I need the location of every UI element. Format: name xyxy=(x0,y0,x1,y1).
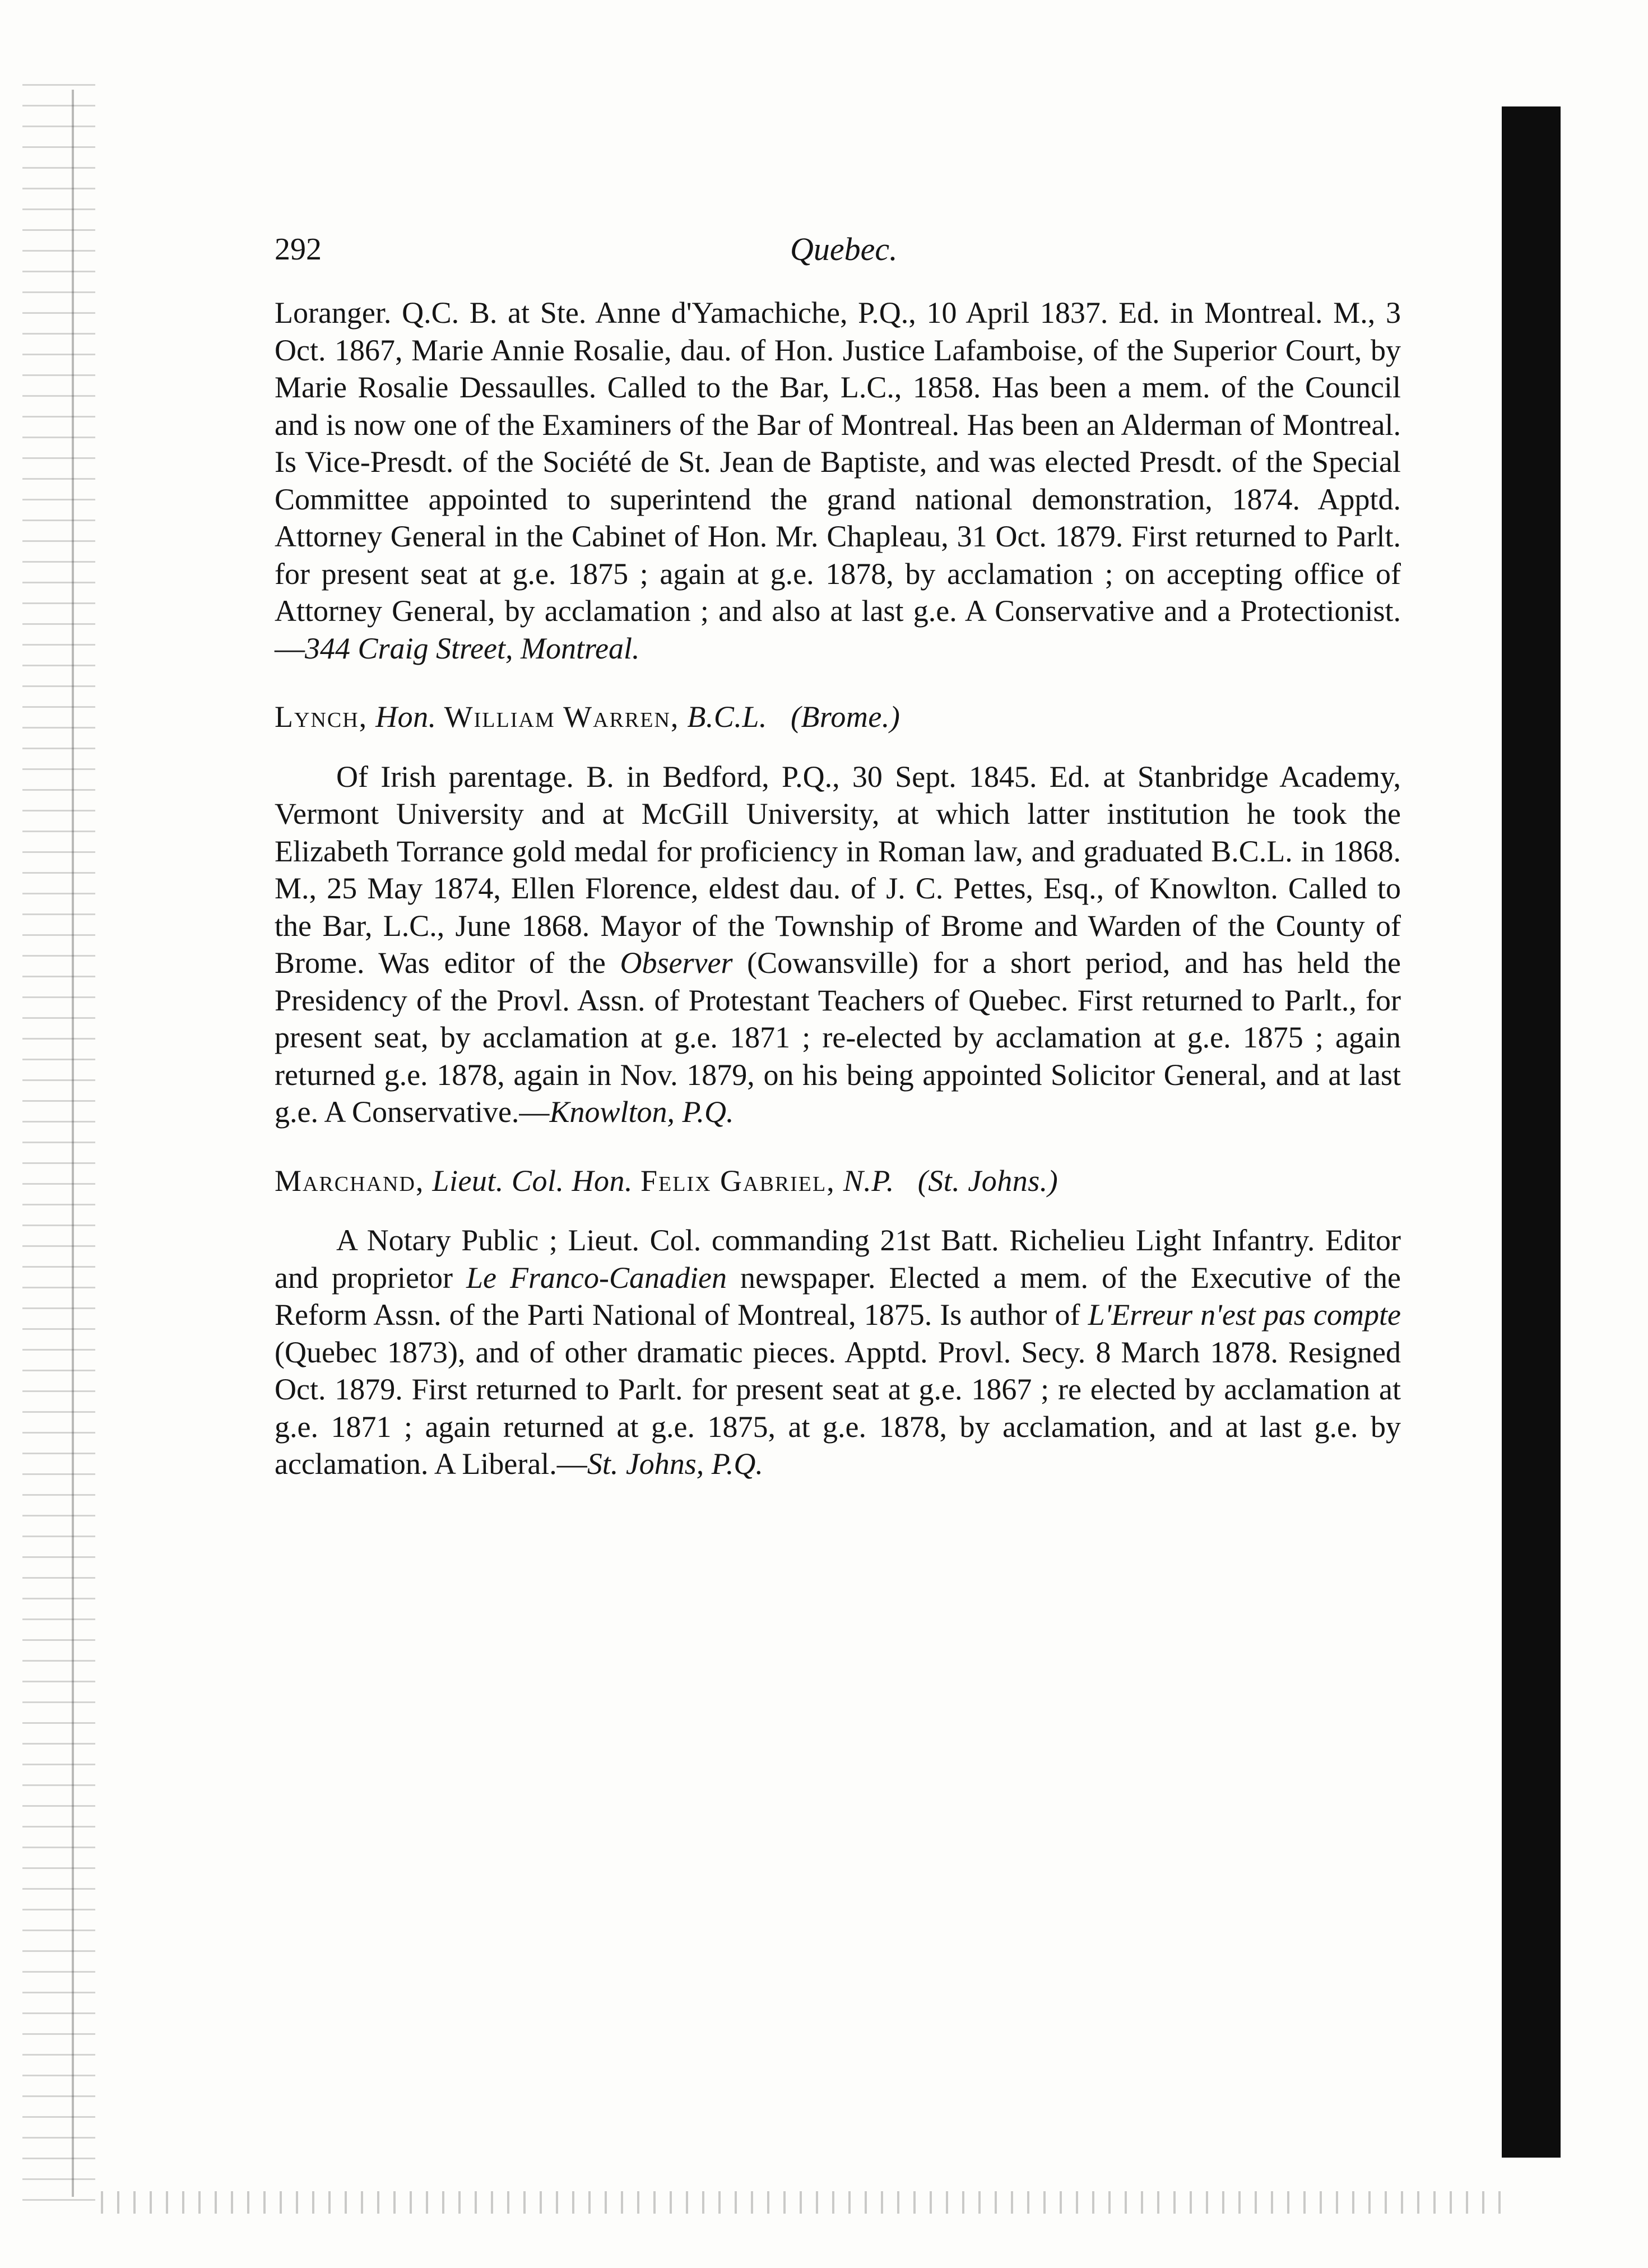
entry-text: Of Irish parentage. B. in Bedford, P.Q., 30 Sept. 1845. Ed. at Stanbridge Academy, Vermont University and at McGill University, at which latter institution he took the Elizabeth Torrance gold medal for proficiency in Roman law, and graduated B.C.L. in 1868. M., 25 May 1874, Ellen Florence, eldest dau. of J. C. Pettes, Esq., of Knowlton. Called to the Bar, L.C., June 1868. Mayor of the Township of Brome and Warden of the County of Brome. Was editor of the xyxy=(275,759,1401,980)
entry-heading-lynch xyxy=(275,698,1401,736)
entry-lynch-body xyxy=(275,758,1401,1131)
entry-degree: N.P. xyxy=(843,1163,894,1198)
entry-surname: Lynch, xyxy=(275,700,368,734)
page-text xyxy=(275,294,1401,1483)
entry-address: St. Johns, P.Q. xyxy=(587,1447,763,1481)
entry-given-names: Felix Gabriel, xyxy=(640,1163,835,1198)
entry-text-italic: Le Franco-Canadien xyxy=(466,1260,727,1295)
scanner-black-edge xyxy=(1502,106,1561,2158)
entry-constituency: (St. Johns.) xyxy=(917,1163,1059,1198)
entry-surname: Marchand, xyxy=(275,1163,425,1198)
entry-loranger-continued xyxy=(275,294,1401,667)
entry-degree: B.C.L. xyxy=(687,700,767,734)
entry-heading-marchand xyxy=(275,1162,1401,1200)
bottom-edge-specks xyxy=(101,2191,1502,2214)
entry-text: newspaper. Elected a mem. of the Executive of the Reform Assn. of the Parti National of Montreal, 1875. Is author of xyxy=(275,1260,1401,1332)
entry-address: 344 Craig Street, Montreal. xyxy=(305,631,640,665)
entry-marchand-body xyxy=(275,1222,1401,1483)
entry-given-names: William Warren, xyxy=(444,700,680,734)
entry-text: Loranger. Q.C. B. at Ste. Anne d'Yamachiche, P.Q., 10 April 1837. Ed. in Montreal. M., 3 Oct. 1867, Marie Annie Rosalie, dau. of Hon. Justice Lafamboise, of the Superior Court, by Marie Rosalie Dessaulles. Called to the Bar, L.C., 1858. Has been a mem. of the Council and is now one of the Examiners of the Bar of Montreal. Has been an Alderman of Montreal. Is Vice-Presdt. of the Société de St. Jean de Baptiste, and was elected Presdt. of the Special Committee appointed to superintend the grand national demonstration, 1874. Apptd. Attorney General in the Cabinet of Hon. Mr. Chapleau, 31 Oct. 1879. First returned to Parlt. for present seat at g.e. 1875 ; again at g.e. 1878, by acclamation ; on accepting office of Attorney General, by acclamation ; and also at last g.e. A Conservative and a Protectionist.— xyxy=(275,296,1401,665)
entry-text: A Notary Public ; Lieut. Col. commanding 21st Batt. Richelieu Light Infantry. Editor and proprietor xyxy=(275,1223,1401,1295)
entry-title: Hon. xyxy=(375,700,437,734)
entry-constituency: (Brome.) xyxy=(790,700,900,734)
binding-specks xyxy=(22,84,95,2202)
entry-address: Knowlton, P.Q. xyxy=(549,1095,734,1129)
entry-text-italic: Observer xyxy=(620,946,733,980)
entry-title: Lieut. Col. Hon. xyxy=(432,1163,633,1198)
binding-edge-line xyxy=(72,90,74,2197)
page-number: 292 xyxy=(275,232,322,267)
entry-text: (Cowansville) for a short period, and has held the Presidency of the Provl. Assn. of Protestant Teachers of Quebec. First returned to Parlt., for present seat, by acclamation at g.e. 1871 ; re-elected by acclamation at g.e. 1875 ; again returned g.e. 1878, again in Nov. 1879, on his being appointed Solicitor General, and at last g.e. A Conservative.— xyxy=(275,946,1401,1129)
entry-text: (Quebec 1873), and of other dramatic pieces. Apptd. Provl. Secy. 8 March 1878. Resigned Oct. 1879. First returned to Parlt. for present seat at g.e. 1867 ; re elected by acclamation at g.e. 1871 ; again returned at g.e. 1875, at g.e. 1878, by acclamation, and at last g.e. by acclamation. A Liberal.— xyxy=(275,1335,1401,1481)
page-header xyxy=(275,227,1395,283)
running-head: Quebec. xyxy=(790,231,898,267)
entry-text-italic: L'Erreur n'est pas compte xyxy=(1088,1298,1401,1332)
